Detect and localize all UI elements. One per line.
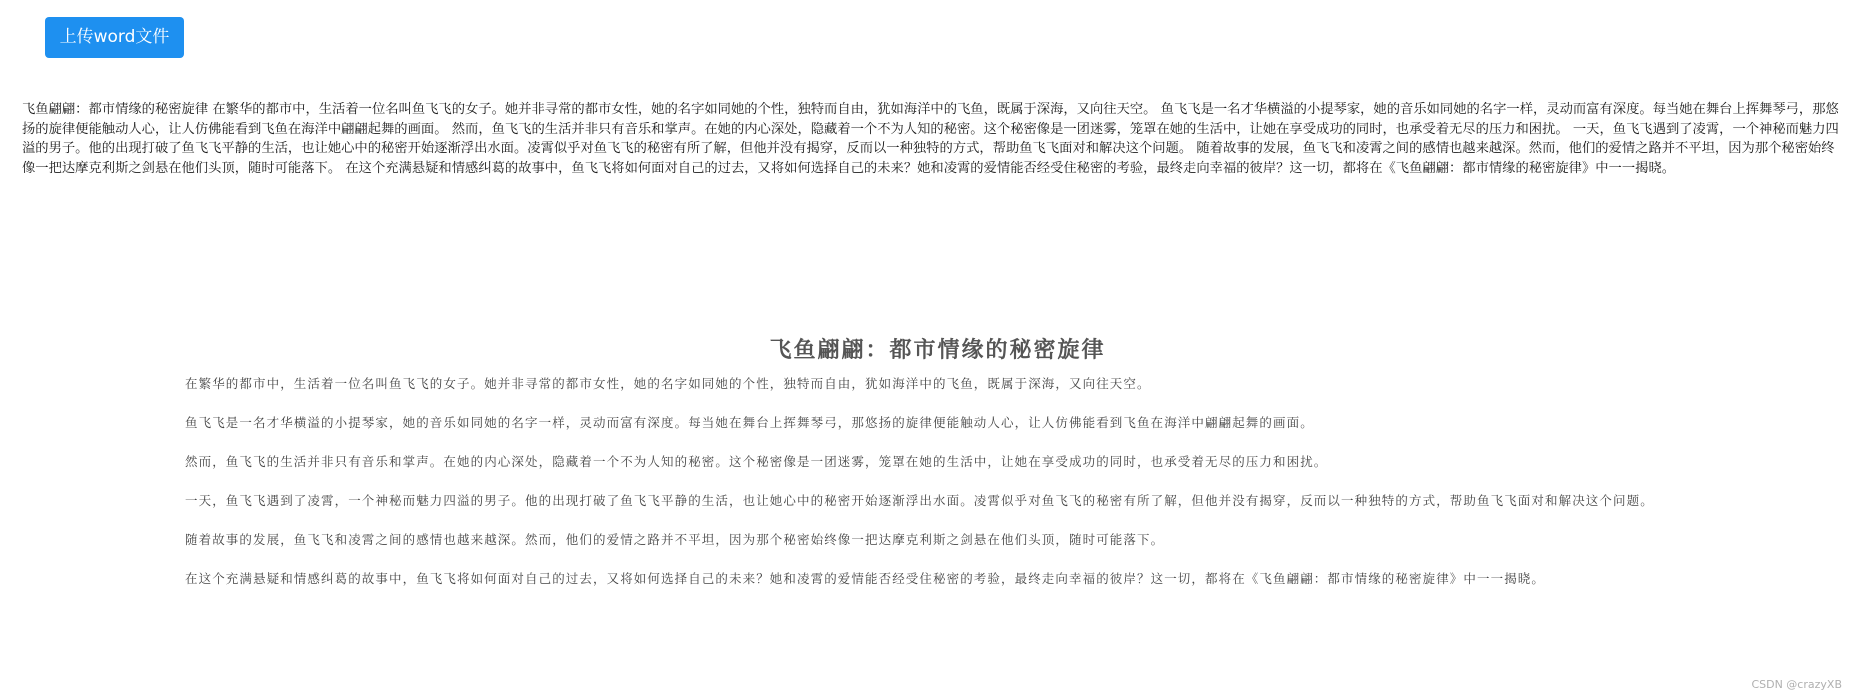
document-paragraph: 在这个充满悬疑和情感纠葛的故事中，鱼飞飞将如何面对自己的过去，又将如何选择自己的未来？她和凌霄的爱情能否经受住秘密的考验，最终走向幸福的彼岸？这一切，都将在《飞鱼翩翩：都市情缘的秘密旋律》中一一揭晓。 [185, 571, 1546, 586]
upload-word-file-button[interactable]: 上传word文件 [45, 17, 184, 58]
watermark: CSDN @crazyXB [1751, 678, 1842, 691]
document-title: 飞鱼翩翩：都市情缘的秘密旋律 [769, 337, 1106, 363]
document-paragraph: 然而，鱼飞飞的生活并非只有音乐和掌声。在她的内心深处，隐藏着一个不为人知的秘密。这个秘密像是一团迷雾，笼罩在她的生活中，让她在享受成功的同时，也承受着无尽的压力和困扰。 [185, 454, 1328, 469]
raw-text-output: 飞鱼翩翩：都市情缘的秘密旋律 在繁华的都市中，生活着一位名叫鱼飞飞的女子。她并非寻常的都市女性，她的名字如同她的个性，独特而自由，犹如海洋中的飞鱼，既属于深海，又向往天空。 鱼飞飞是一名才华横溢的小提琴家，她的音乐如同她的名字一样，灵动而富有深度。每当她在舞台上挥舞琴弓，那悠扬的旋律便能触动人心，让人仿佛能看到飞鱼在海洋中翩翩起舞的画面。 然而，鱼飞飞的生活并非只有音乐和掌声。在她的内心深处，隐藏着一个不为人知的秘密。这个秘密像是一团迷雾，笼罩在她的生活中，让她在享受成功的同时，也承受着无尽的压力和困扰。 一天，鱼飞飞遇到了凌霄，一个神秘而魅力四溢的男子。他的出现打破了鱼飞飞平静的生活，也让她心中的秘密开始逐渐浮出水面。凌霄似乎对鱼飞飞的秘密有所了解，但他并没有揭穿，反而以一种独特的方式，帮助鱼飞飞面对和解决这个问题。 随着故事的发展，鱼飞飞和凌霄之间的感情也越来越深。然而，他们的爱情之路并不平坦，因为那个秘密始终像一把达摩克利斯之剑悬在他们头顶，随时可能落下。 在这个充满悬疑和情感纠葛的故事中，鱼飞飞将如何面对自己的过去，又将如何选择自己的未来？她和凌霄的爱情能否经受住秘密的考验，最终走向幸福的彼岸？这一切，都将在《飞鱼翩翩：都市情缘的秘密旋律》中一一揭晓。 [22, 102, 1839, 176]
document-paragraph: 在繁华的都市中，生活着一位名叫鱼飞飞的女子。她并非寻常的都市女性，她的名字如同她的个性，独特而自由，犹如海洋中的飞鱼，既属于深海，又向往天空。 [185, 376, 1151, 391]
document-paragraph: 随着故事的发展，鱼飞飞和凌霄之间的感情也越来越深。然而，他们的爱情之路并不平坦，因为那个秘密始终像一把达摩克利斯之剑悬在他们头顶，随时可能落下。 [185, 532, 1165, 547]
document-paragraph: 鱼飞飞是一名才华横溢的小提琴家，她的音乐如同她的名字一样，灵动而富有深度。每当她在舞台上挥舞琴弓，那悠扬的旋律便能触动人心，让人仿佛能看到飞鱼在海洋中翩翩起舞的画面。 [185, 415, 1314, 430]
document-paragraph: 一天，鱼飞飞遇到了凌霄，一个神秘而魅力四溢的男子。他的出现打破了鱼飞飞平静的生活，也让她心中的秘密开始逐渐浮出水面。凌霄似乎对鱼飞飞的秘密有所了解，但他并没有揭穿，反而以一种独特的方式，帮助鱼飞飞面对和解决这个问题。 [185, 493, 1654, 508]
document-preview [160, 335, 1715, 607]
